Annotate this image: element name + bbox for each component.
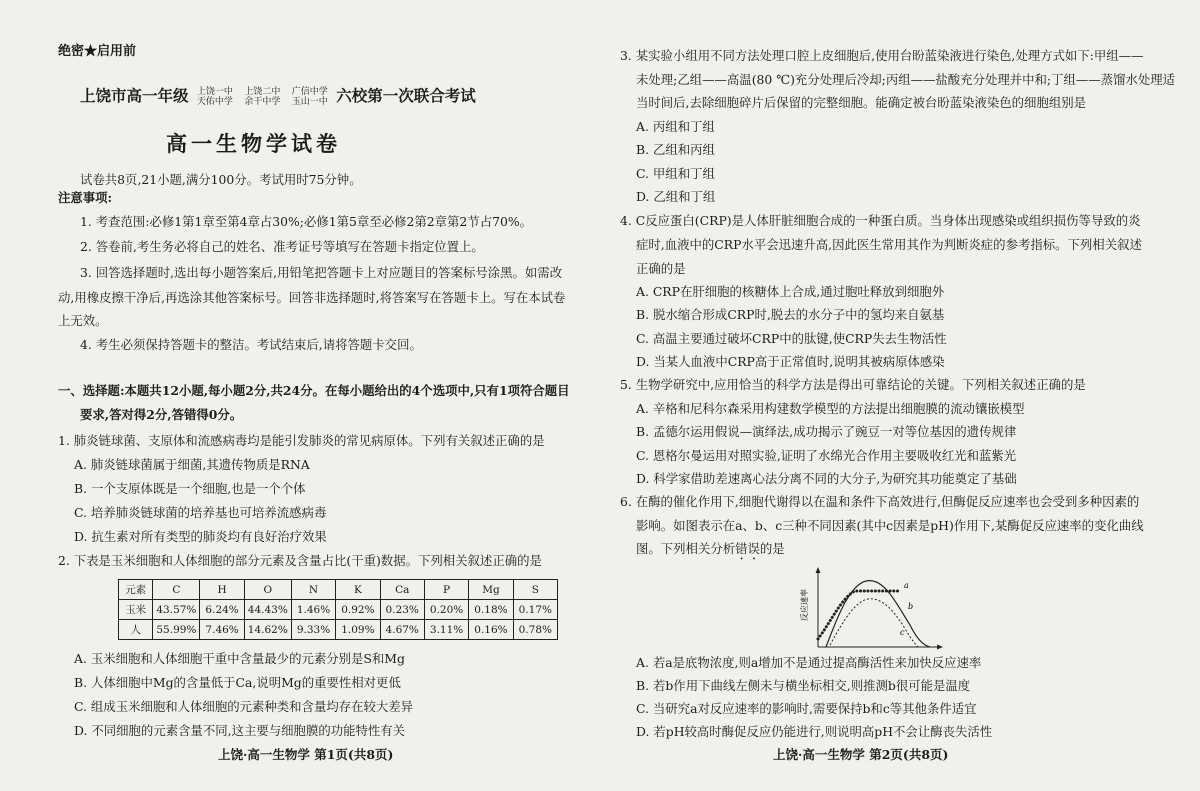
exam-info: 试卷共8页,21小题,满分100分。考试用时75分钟。	[80, 172, 362, 187]
note-item: 3. 回答选择题时,选出每小题答案后,用铅笔把答题卡上对应题目的答案标号涂黑。如需改	[80, 265, 563, 280]
table-cell: 玉米	[119, 600, 153, 620]
question-stem: 1. 肺炎链球菌、支原体和流感病毒均是能引发肺炎的常见病原体。下列有关叙述正确的是	[58, 433, 545, 448]
page-footer-left: 上饶·高一生物学 第1页(共8页)	[218, 747, 394, 762]
question-stem-cont: 正确的是	[636, 261, 686, 276]
option-d: D. 不同细胞的元素含量不同,这主要与细胞膜的功能特性有关	[74, 723, 406, 738]
confidential-mark: 绝密★启用前	[58, 44, 137, 59]
table-cell: 1.09%	[336, 620, 380, 640]
table-cell: 0.23%	[380, 600, 424, 620]
table-cell: 43.57%	[153, 600, 200, 620]
question-stem-cont: 图。下列相关分析错误的是	[636, 541, 785, 556]
table-cell: 7.46%	[200, 620, 244, 640]
option-d: D. 乙组和丁组	[636, 189, 716, 204]
curve-label-b: b	[908, 602, 914, 611]
table-cell: 0.16%	[469, 620, 513, 640]
left-body	[58, 0, 570, 791]
table-cell: 0.78%	[513, 620, 557, 640]
question-stem-cont: 影响。如图表示在a、b、c三种不同因素(其中c因素是pH)作用下,某酶促反应速率的变化曲线	[636, 518, 1144, 533]
table-cell: O	[244, 580, 291, 600]
y-axis-label: 反应速率	[800, 589, 809, 621]
question-stem: 2. 下表是玉米细胞和人体细胞的部分元素及含量占比(干重)数据。下列相关叙述正确的是	[58, 553, 542, 568]
table-cell: 人	[119, 620, 153, 640]
option-b: B. 乙组和丙组	[636, 142, 715, 157]
paper-title: 高一生物学试卷	[166, 131, 341, 156]
option-b: B. 人体细胞中Mg的含量低于Ca,说明Mg的重要性相对更低	[74, 675, 401, 690]
option-c: C. 高温主要通过破坏CRP中的肽键,使CRP失去生物活性	[636, 331, 947, 346]
table-cell: 0.18%	[469, 600, 513, 620]
question-stem: 5. 生物学研究中,应用恰当的科学方法是得出可靠结论的关键。下列相关叙述正确的是	[620, 377, 1086, 392]
table-cell: 1.46%	[291, 600, 335, 620]
table-row	[119, 600, 558, 620]
option-a: A. 若a是底物浓度,则a增加不是通过提高酶活性来加快反应速率	[636, 655, 982, 670]
table-cell: 0.17%	[513, 600, 557, 620]
section-heading: 一、选择题:本题共12小题,每小题2分,共24分。在每小题给出的4个选项中,只有1项符合题目	[58, 383, 570, 398]
page-footer-right: 上饶·高一生物学 第2页(共8页)	[773, 747, 949, 762]
option-a: A. 辛格和尼科尔森采用构建数学模型的方法提出细胞膜的流动镶嵌模型	[636, 401, 1025, 416]
note-item: 2. 答卷前,考生务必将自己的姓名、准考证号等填写在答题卡指定位置上。	[80, 239, 484, 254]
note-item: 上无效。	[58, 313, 108, 328]
question-stem: 6. 在酶的催化作用下,细胞代谢得以在温和条件下高效进行,但酶促反应速率也会受到多种因素的	[620, 494, 1140, 509]
table-cell: 6.24%	[200, 600, 244, 620]
option-d: D. 科学家借助差速离心法分离不同的大分子,为研究其功能奠定了基础	[636, 471, 1017, 486]
option-a: A. 丙组和丁组	[636, 119, 715, 134]
table-cell: 4.67%	[380, 620, 424, 640]
note-item: 4. 考生必须保持答题卡的整洁。考试结束后,请将答题卡交回。	[80, 337, 422, 352]
exam-suffix: 六校第一次联合考试	[336, 86, 476, 105]
option-c: C. 培养肺炎链球菌的培养基也可培养流感病毒	[74, 505, 327, 520]
table-row	[119, 620, 558, 640]
notes-heading: 注意事项:	[58, 190, 113, 205]
option-b: B. 若b作用下曲线左侧未与横坐标相交,则推测b很可能是温度	[636, 678, 971, 693]
curve-label-a: a	[904, 581, 909, 590]
table-header-row	[119, 580, 558, 600]
option-c: C. 甲组和丁组	[636, 166, 715, 181]
table-cell: 44.43%	[244, 600, 291, 620]
option-c: C. 组成玉米细胞和人体细胞的元素种类和含量均存在较大差异	[74, 699, 414, 714]
y-axis-arrow	[816, 567, 821, 573]
option-a: A. CRP在肝细胞的核糖体上合成,通过胞吐释放到细胞外	[636, 284, 945, 299]
option-c: C. 恩格尔曼运用对照实验,证明了水绵光合作用主要吸收红光和蓝紫光	[636, 448, 1017, 463]
curve-label-c: c	[900, 628, 905, 637]
table-cell: 元素	[119, 580, 153, 600]
table-cell: 14.62%	[244, 620, 291, 640]
option-a: A. 玉米细胞和人体细胞干重中含量最少的元素分别是S和Mg	[74, 651, 405, 666]
school-group-a: 上饶一中 天佑中学	[196, 87, 233, 107]
option-b: B. 一个支原体既是一个细胞,也是一个个体	[74, 481, 306, 496]
table-cell: S	[513, 580, 557, 600]
element-table	[118, 579, 558, 640]
option-d: D. 当某人血液中CRP高于正常值时,说明其被病原体感染	[636, 354, 945, 369]
table-cell: 3.11%	[424, 620, 468, 640]
table-cell: C	[153, 580, 200, 600]
table-cell: N	[291, 580, 335, 600]
table-cell: Mg	[469, 580, 513, 600]
table-cell: 0.20%	[424, 600, 468, 620]
table-cell: 0.92%	[336, 600, 380, 620]
question-stem: 3. 某实验小组用不同方法处理口腔上皮细胞后,使用台盼蓝染液进行染色,处理方式如下:甲组——	[620, 48, 1144, 63]
table-cell: Ca	[380, 580, 424, 600]
exam-city: 上饶市高一年级	[80, 86, 189, 105]
table-cell: H	[200, 580, 244, 600]
option-c: C. 当研究a对反应速率的影响时,需要保持b和c等其他条件适宜	[636, 701, 977, 716]
question-stem: 4. C反应蛋白(CRP)是人体肝脏细胞合成的一种蛋白质。当身体出现感染或组织损伤等导致的炎	[620, 213, 1141, 228]
option-a: A. 肺炎链球菌属于细菌,其遗传物质是RNA	[74, 457, 310, 472]
x-axis-arrow	[937, 645, 943, 650]
question-stem-cont: 未处理;乙组——高温(80 ℃)充分处理后冷却;丙组——盐酸充分处理并中和;丁组——蒸馏水处理适	[636, 72, 1175, 87]
note-item: 1. 考查范围:必修1第1章至第4章占30%;必修1第5章至必修2第2章第2节占70%。	[80, 214, 533, 229]
curve-a	[818, 591, 900, 639]
right-column	[620, 0, 1175, 791]
question-stem-cont: 症时,血液中的CRP水平会迅速升高,因此医生常用其作为判断炎症的参考指标。下列相关叙述	[636, 237, 1142, 252]
table-cell: 55.99%	[153, 620, 200, 640]
option-d: D. 若pH较高时酶促反应仍能进行,则说明高pH不会让酶丧失活性	[636, 724, 993, 739]
option-b: B. 脱水缩合形成CRP时,脱去的水分子中的氢均来自氨基	[636, 307, 945, 322]
note-item: 动,用橡皮擦干净后,再选涂其他答案标号。回答非选择题时,将答案写在答题卡上。写在本试卷	[58, 290, 566, 305]
table-cell: P	[424, 580, 468, 600]
table-cell: K	[336, 580, 380, 600]
reaction-rate-graph	[800, 565, 950, 655]
option-d: D. 抗生素对所有类型的肺炎均有良好治疗效果	[74, 529, 327, 544]
question-stem-cont: 当时间后,去除细胞碎片后保留的完整细胞。能确定被台盼蓝染液染色的细胞组别是	[636, 95, 1087, 110]
table-cell: 9.33%	[291, 620, 335, 640]
school-group-b: 上饶二中 余干中学	[244, 87, 281, 107]
section-heading-cont: 要求,答对得2分,答错得0分。	[80, 407, 243, 422]
option-b: B. 孟德尔运用假说—演绎法,成功揭示了豌豆一对等位基因的遗传规律	[636, 424, 1017, 439]
emphasis-word: 错误	[735, 541, 760, 556]
school-group-c: 广信中学 玉山一中	[291, 87, 328, 107]
